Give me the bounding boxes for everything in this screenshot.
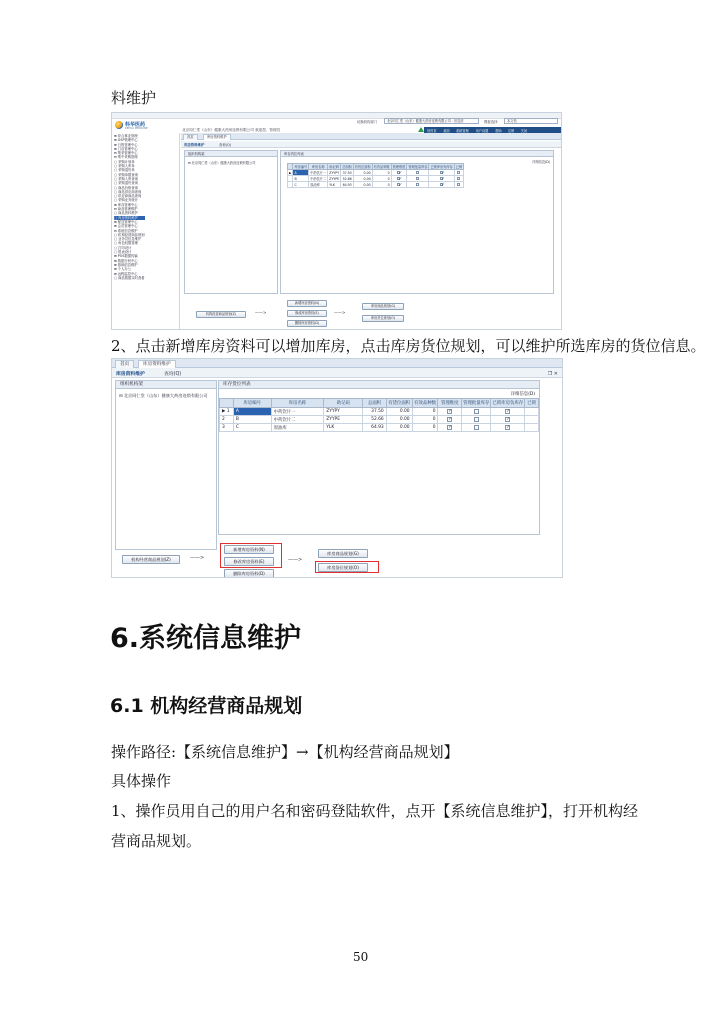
- goods-plan-button[interactable]: 库房商品规划(G): [362, 303, 404, 310]
- checkbox-cell: [438, 408, 462, 416]
- location-plan-button[interactable]: 库房货位规划(O): [318, 563, 368, 572]
- page-title: 库房资料维护: [184, 143, 205, 147]
- column-header[interactable]: 管理批量库存: [462, 399, 491, 408]
- section-heading: 6.系统信息维护: [110, 623, 302, 654]
- query-button[interactable]: 查询(Q): [164, 372, 182, 377]
- column-header[interactable]: 总面积: [363, 399, 386, 408]
- tab-warehouse[interactable]: 库房资料维护: [138, 360, 176, 368]
- module-select[interactable]: 本文档: [504, 118, 558, 124]
- table-cell: A: [233, 408, 271, 416]
- step1-text-line1: 1、操作员用自己的用户名和密码登陆软件，点开【系统信息维护】，打开机构经: [111, 802, 639, 820]
- delete-warehouse-button[interactable]: 删除库房资料(D): [224, 569, 274, 578]
- checkbox-cell: [438, 416, 462, 424]
- nav-tree: [114, 134, 145, 280]
- column-header[interactable]: 已锁: [525, 399, 539, 408]
- nav-tree-item[interactable]: ▢ 商品价格查询: [114, 185, 138, 190]
- column-header[interactable]: 已锁库房负库存: [491, 399, 525, 408]
- checkbox[interactable]: [416, 171, 419, 174]
- tab-home[interactable]: 首页: [115, 360, 134, 368]
- tab-home[interactable]: 首页: [183, 134, 198, 140]
- checkbox-cell: [454, 182, 463, 188]
- column-header[interactable]: 已锁: [455, 165, 463, 169]
- specific-ops-label: 具体操作: [111, 772, 172, 790]
- nav-tree-item[interactable]: ⊞ 库存管理中心: [114, 202, 138, 207]
- checkbox[interactable]: [474, 417, 479, 422]
- table-cell: 64.93: [363, 424, 386, 432]
- checkbox-cell: [462, 424, 491, 432]
- org-panel: [184, 150, 278, 294]
- tab-strip: [181, 133, 562, 140]
- warehouse-list-header: 库存货位列表: [219, 381, 539, 389]
- delete-warehouse-button[interactable]: 删除库房资料(D): [287, 320, 327, 327]
- top-menu-item[interactable]: 注销: [508, 128, 515, 133]
- nav-tree-item[interactable]: ▢ 采购入库查询: [114, 176, 138, 181]
- logo-icon: [115, 121, 123, 129]
- nav-tree-item[interactable]: ▢ 采购入库单: [114, 164, 135, 169]
- nav-tree-item[interactable]: ⊟ 集中采购管理: [114, 155, 138, 160]
- table-cell: 2: [220, 416, 234, 424]
- table-cell: ZYYPY: [329, 170, 340, 175]
- sidebar-nav-tree: [112, 133, 180, 330]
- table-cell: ZYYPY: [324, 408, 363, 416]
- table-cell: 0: [372, 182, 391, 188]
- query-button[interactable]: 查询(Q): [219, 143, 232, 147]
- nav-tree-item[interactable]: ⊟ 商品管理维护: [114, 207, 138, 212]
- page-toolbar: [112, 368, 562, 378]
- nav-tree-item[interactable]: ▢ 商品资料维护: [114, 211, 138, 216]
- company-welcome: 北京同仁堂（山东）健康大药房连锁有限公司 欢迎您，管理员: [182, 128, 281, 132]
- table-cell: A: [293, 170, 309, 176]
- nav-tree-item[interactable]: ▢ 采购退货单: [114, 168, 135, 173]
- table-cell: 中药饮片二: [310, 177, 327, 181]
- warehouse-table: [287, 163, 464, 188]
- column-header[interactable]: 有效品种数: [373, 165, 390, 169]
- operation-path: 操作路径:【系统信息维护】→【机构经营商品规划】: [111, 743, 459, 761]
- table-row[interactable]: [220, 416, 539, 424]
- column-header[interactable]: 助记码: [324, 399, 363, 408]
- table-cell: 64.93: [342, 182, 352, 187]
- edit-warehouse-button[interactable]: 修改库房资料(E): [224, 557, 274, 566]
- flow-arrow: ——>: [255, 310, 267, 315]
- page-title: 库房资料维护: [116, 372, 145, 377]
- column-header[interactable]: 库房名称: [271, 399, 324, 408]
- org-plan-button[interactable]: 机构经营商品规划(Z): [196, 311, 246, 318]
- screenshot-warehouse-maintenance-zoom: [111, 358, 563, 578]
- column-header[interactable]: [220, 399, 234, 408]
- checkbox-cell: [462, 416, 491, 424]
- table-cell: 0.00: [386, 424, 412, 432]
- table-cell: 中药饮片一: [310, 171, 327, 175]
- nav-tree-item[interactable]: ▢ 报表设计: [114, 250, 132, 255]
- table-cell: 0: [412, 416, 438, 424]
- table-cell: 52.66: [342, 176, 352, 181]
- nav-tree-item[interactable]: ▢ 采购计划单: [114, 159, 135, 164]
- table-cell: 0.00: [386, 408, 412, 416]
- table-cell: 52.66: [363, 416, 386, 424]
- table-row[interactable]: [288, 182, 464, 188]
- table-row[interactable]: [220, 424, 539, 432]
- org-select[interactable]: 北京同仁堂（山东）健康大药房连锁有限公司 - 信息部: [384, 118, 479, 124]
- flow-arrow: ——>: [334, 310, 346, 315]
- checkbox[interactable]: [397, 171, 400, 174]
- nav-tree-item[interactable]: ▢ 角色权限管理: [114, 241, 138, 246]
- org-panel-header: 组织机构架: [116, 381, 216, 389]
- checkbox-cell: [391, 182, 407, 188]
- column-header[interactable]: 总面积: [342, 165, 352, 169]
- top-menu-item[interactable]: 关闭: [520, 128, 528, 133]
- logo-text: 科华医药: [125, 122, 146, 128]
- checkbox[interactable]: [440, 177, 443, 180]
- tab-strip: [112, 359, 562, 368]
- highlight-location-plan-box: [315, 561, 379, 573]
- checkbox[interactable]: [440, 171, 443, 174]
- table-cell: YLK: [328, 182, 341, 188]
- nav-tree-item[interactable]: ▢ 供应商商品查询: [114, 194, 142, 199]
- add-warehouse-button[interactable]: 新增库房资料(N): [224, 545, 274, 554]
- column-header[interactable]: 有货位面积: [386, 399, 412, 408]
- table-cell: 0.00: [386, 416, 412, 424]
- checkbox-cell: [462, 408, 491, 416]
- nav-tree-item[interactable]: ▢ 打印设计: [114, 245, 132, 250]
- nav-tree-item[interactable]: ▢ 采购退货查询: [114, 181, 138, 186]
- checkbox[interactable]: [397, 177, 400, 180]
- table-cell: ZYYPE: [324, 416, 363, 424]
- column-header[interactable]: 库房编号: [294, 165, 308, 169]
- add-warehouse-button[interactable]: 新增库房资料(N): [287, 300, 327, 307]
- table-cell: 0.00: [353, 176, 372, 182]
- table-cell: [525, 416, 539, 424]
- nav-tree-item[interactable]: ⊞ 远程监控中心: [114, 271, 138, 276]
- warehouse-list-header: 库存货位列表: [281, 151, 553, 157]
- flow-arrow: ——>: [288, 557, 303, 563]
- nav-tree-item[interactable]: ⊞ GSP管理中心: [114, 138, 138, 143]
- column-header[interactable]: 助记码: [329, 165, 339, 169]
- checkbox[interactable]: [440, 183, 443, 186]
- checkbox-cell: [438, 424, 462, 432]
- subsection-heading: 6.1 机构经营商品规划: [110, 695, 303, 717]
- nav-tree-item[interactable]: ⊞ 个人办公: [114, 267, 131, 272]
- checkbox-cell: [491, 424, 525, 432]
- column-header[interactable]: 库房名称: [309, 164, 328, 170]
- table-cell: 0: [372, 170, 391, 176]
- org-plan-button[interactable]: 机构经营商品规划(Z): [122, 555, 180, 564]
- table-cell: B: [293, 176, 309, 182]
- table-cell: [525, 424, 539, 432]
- location-plan-button[interactable]: 库房货位规划(O): [362, 315, 404, 322]
- tab-warehouse[interactable]: 库房资料维护: [203, 134, 231, 140]
- checkbox[interactable]: [416, 183, 419, 186]
- nav-tree-item[interactable]: ⊞ 门店管理中心: [114, 146, 138, 151]
- checkbox[interactable]: [447, 425, 452, 430]
- screenshot-warehouse-maintenance-full: [111, 112, 562, 330]
- checkbox[interactable]: [447, 409, 452, 414]
- checkbox[interactable]: [505, 417, 510, 422]
- warehouse-list-panel: [280, 150, 554, 294]
- top-menu-item[interactable]: 用户设置: [475, 128, 489, 133]
- table-cell: 中药饮片一: [271, 408, 324, 416]
- checkbox[interactable]: [447, 417, 452, 422]
- table-cell: YLK: [324, 424, 363, 432]
- table-cell: 37.50: [342, 170, 352, 175]
- logo-subtext: KEHUA MEDICINE: [125, 127, 148, 130]
- table-cell: [525, 408, 539, 416]
- org-panel: [115, 380, 217, 550]
- nav-tree-item[interactable]: ⊞ 配送管理中心: [114, 219, 138, 224]
- continued-heading-text: 料维护: [111, 89, 157, 107]
- nav-tree-item[interactable]: ▢ 采购单据查询: [114, 172, 138, 177]
- column-header[interactable]: 管理维度: [438, 399, 462, 408]
- step2-text: 2、点击新增库房资料可以增加库房，点击库房货位规划，可以维护所选库房的货位信息。: [111, 337, 706, 355]
- table-cell: 37.50: [363, 408, 386, 416]
- org-tree-item[interactable]: ⊟ 北京同仁堂（山东）健康大药房连锁有限公司: [188, 161, 256, 165]
- checkbox-cell: [491, 408, 525, 416]
- nav-tree-item[interactable]: ⊞ 综合事业管理: [114, 134, 138, 138]
- table-cell: B: [233, 416, 271, 424]
- column-header[interactable]: 管理维度: [392, 165, 406, 169]
- nav-tree-item[interactable]: ▢ 商品供应商查询: [114, 189, 142, 194]
- step1-text-line2: 营商品规划。: [111, 832, 202, 850]
- checkbox[interactable]: [457, 183, 460, 186]
- table-cell: 0: [412, 424, 438, 432]
- table-row[interactable]: [220, 408, 539, 416]
- top-menu-item[interactable]: 桌面: [443, 128, 450, 133]
- nav-tree-item[interactable]: ⊞ 会员管理中心: [114, 224, 138, 229]
- checkbox[interactable]: [474, 425, 479, 430]
- window-buttons[interactable]: ❐ ✕: [547, 371, 558, 377]
- table-cell: 中药饮片二: [271, 416, 324, 424]
- detail-button[interactable]: 详细信息(D): [510, 392, 535, 397]
- org-switch-label: 切换机构部门: [357, 120, 378, 124]
- nav-tree-item[interactable]: ▢ 业务员信息维护: [114, 237, 142, 242]
- page-toolbar: [181, 141, 562, 148]
- column-header[interactable]: 管理批量库存: [408, 165, 428, 169]
- nav-tree-item[interactable]: ▢ 采购业务统计: [114, 198, 138, 203]
- nav-tree-item[interactable]: ⊟ 系统信息维护: [114, 228, 138, 233]
- table-cell: C: [233, 424, 271, 432]
- goods-plan-button[interactable]: 库房商品规划(G): [318, 549, 368, 558]
- module-label: 模板选择: [484, 120, 498, 124]
- column-header[interactable]: 库房编号: [233, 399, 271, 408]
- checkbox-cell: [407, 182, 429, 188]
- column-header[interactable]: 有效品种数: [412, 399, 438, 408]
- table-cell: 3: [220, 424, 234, 432]
- checkbox[interactable]: [474, 409, 479, 414]
- nav-tree-item[interactable]: ⊟ 集采管理中心: [114, 151, 138, 156]
- nav-tree-item[interactable]: ⊞ 数据分析中心: [114, 258, 138, 263]
- checkbox[interactable]: [457, 177, 460, 180]
- nav-tree-item[interactable]: ⊞ 日报管理中心: [114, 142, 138, 147]
- top-menu-item[interactable]: 回首页: [427, 128, 437, 133]
- detail-button[interactable]: 详细信息(D): [532, 160, 550, 164]
- table-cell: 0.00: [353, 182, 372, 188]
- row-marker: ▶: [289, 170, 292, 175]
- checkbox-cell: [429, 182, 454, 188]
- highlight-add-edit-box: [220, 543, 282, 568]
- table-cell: 0: [412, 408, 438, 416]
- nav-tree-item[interactable]: ⊞ 基础信息维护: [114, 262, 138, 267]
- top-menu-item[interactable]: 帮助: [495, 128, 502, 133]
- org-panel-header: 组织机构架: [185, 151, 277, 157]
- checkbox-cell: [491, 416, 525, 424]
- nav-tree-item[interactable]: ▢ 商品数据实时查看: [114, 275, 145, 280]
- table-cell: 原油库: [309, 182, 328, 188]
- table-cell: 0.00: [353, 170, 372, 176]
- checkbox[interactable]: [397, 183, 400, 186]
- column-header[interactable]: 已锁库房负库存: [430, 165, 453, 169]
- nav-tree-item[interactable]: ▢ 库房资料维护: [114, 216, 145, 220]
- table-cell: ▶ 1: [220, 408, 234, 416]
- warehouse-table: [219, 398, 539, 432]
- checkbox[interactable]: [416, 177, 419, 180]
- table-cell: 0: [372, 176, 391, 182]
- table-cell: 原油库: [271, 424, 324, 432]
- edit-warehouse-button[interactable]: 修改库房资料(E): [287, 310, 327, 317]
- checkbox[interactable]: [505, 409, 510, 414]
- nav-tree-item[interactable]: ⊞ POS数据传输: [114, 254, 138, 259]
- column-header[interactable]: 有货位面积: [354, 165, 371, 169]
- org-tree-item[interactable]: ⊟ 北京同仁堂（山东）健康大药房连锁有限公司: [119, 393, 208, 398]
- table-cell: C: [293, 182, 309, 188]
- checkbox[interactable]: [457, 171, 460, 174]
- flow-arrow: ——>: [190, 555, 205, 561]
- warehouse-list-panel: [218, 380, 540, 535]
- table-cell: ZYYPE: [329, 176, 340, 181]
- nav-tree-item[interactable]: ▢ 机构经营商品规划: [114, 232, 145, 237]
- page-number: 50: [353, 950, 369, 964]
- top-menu-item[interactable]: 系统管理: [456, 128, 469, 133]
- checkbox[interactable]: [505, 425, 510, 430]
